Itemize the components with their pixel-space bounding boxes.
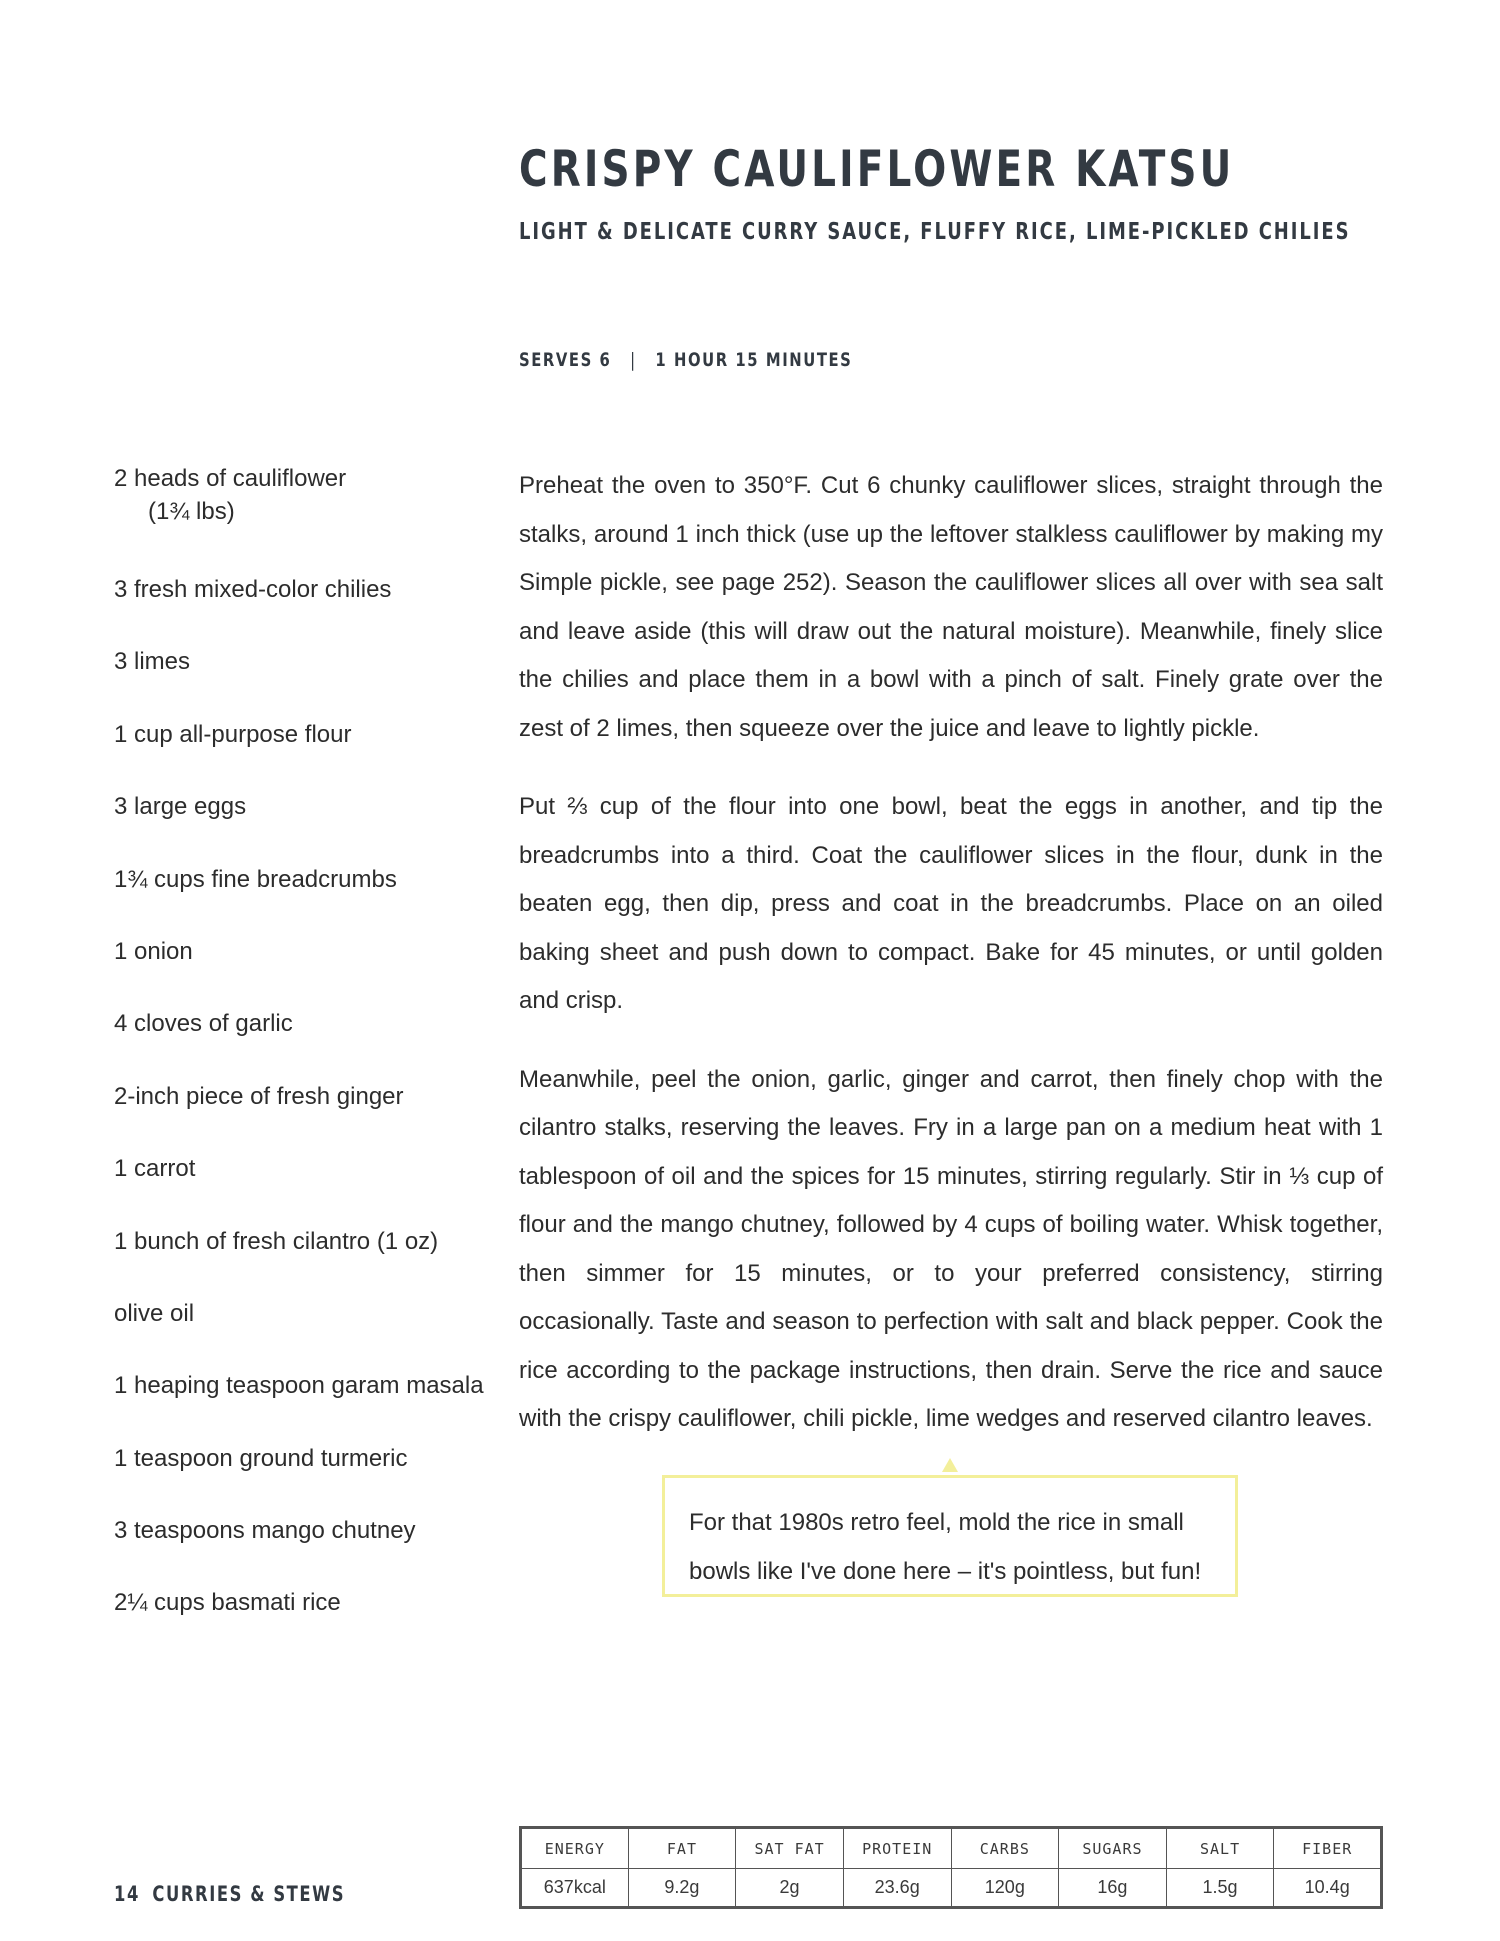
- ingredient-text: 2 heads of cauliflower: [114, 465, 347, 492]
- nutrition-header: SAT FAT: [736, 1828, 844, 1869]
- ingredient-text: 1 bunch of fresh cilantro (1 oz): [114, 1227, 439, 1255]
- ingredient-quantity-note: (1¾ lbs): [148, 498, 235, 525]
- ingredient-item: [114, 462, 494, 573]
- meta-separator: |: [630, 349, 637, 371]
- ingredients-list: [114, 462, 494, 1659]
- ingredient-item: [114, 573, 494, 645]
- recipe-title: CRISPY CAULIFLOWER KATSU: [519, 140, 1235, 198]
- nutrition-header: FIBER: [1274, 1828, 1382, 1869]
- ingredient-item: [114, 790, 494, 862]
- ingredient-text: 1 onion: [114, 937, 193, 965]
- ingredient-text: olive oil: [114, 1299, 195, 1327]
- ingredient-text: 2-inch piece of fresh ginger: [114, 1082, 404, 1110]
- serves-label: SERVES 6: [519, 349, 612, 371]
- time-label: 1 HOUR 15 MINUTES: [655, 349, 853, 371]
- ingredient-text: 3 teaspoons mango chutney: [114, 1517, 416, 1545]
- nutrition-header: ENERGY: [521, 1828, 629, 1869]
- ingredient-text: 4 cloves of garlic: [114, 1010, 293, 1038]
- ingredient-item: [114, 863, 494, 935]
- ingredient-text: 1 heaping teaspoon garam masala: [114, 1372, 484, 1400]
- method-step-1: Preheat the oven to 350°F. Cut 6 chunky cauliflower slices, straight through the stalks, around 1 inch thick (use up the leftover stalkless cauliflower by making my Simple pickle, see page 252). Season the cauliflower slices all over with sea salt and leave aside (this will draw out the natural moisture). Meanwhile, finely slice the chilies and place them in a bowl with a pinch of salt. Finely grate over the zest of 2 limes, then squeeze over the juice and leave to lightly pickle.: [519, 472, 1383, 742]
- recipe-subtitle: LIGHT & DELICATE CURRY SAUCE, FLUFFY RICE, LIME-PICKLED CHILIES: [519, 219, 1351, 245]
- ingredient-item: [114, 1080, 494, 1152]
- page-number: 14: [114, 1882, 140, 1906]
- nutrition-value: 16g: [1059, 1869, 1167, 1908]
- ingredient-text: 1 teaspoon ground turmeric: [114, 1444, 408, 1472]
- ingredient-item: [114, 1442, 494, 1514]
- tip-box: For that 1980s retro feel, mold the rice in small bowls like I've done here – it's pointless, but fun!: [662, 1475, 1238, 1597]
- section-name: CURRIES & STEWS: [152, 1882, 346, 1906]
- nutrition-value: 120g: [951, 1869, 1059, 1908]
- nutrition-value: 1.5g: [1166, 1869, 1274, 1908]
- ingredient-text: 2¼ cups basmati rice: [114, 1589, 341, 1617]
- nutrition-header: FAT: [628, 1828, 736, 1869]
- nutrition-header: SUGARS: [1059, 1828, 1167, 1869]
- nutrition-header: SALT: [1166, 1828, 1274, 1869]
- nutrition-table: [519, 1826, 1383, 1909]
- nutrition-header-row: [521, 1828, 1382, 1869]
- recipe-meta: [519, 349, 852, 371]
- method-step-2: Put ⅔ cup of the flour into one bowl, beat the eggs in another, and tip the breadcrumbs into a third. Coat the cauliflower slices in the flour, dunk in the beaten egg, then dip, press and coat in the breadcrumbs. Place on an oiled baking sheet and push down to compact. Bake for 45 minutes, or until golden and crisp.: [519, 793, 1383, 1014]
- ingredient-text: 3 large eggs: [114, 793, 247, 821]
- tip-marker-icon: [942, 1458, 958, 1472]
- ingredient-item: [114, 645, 494, 717]
- ingredient-item: [114, 1007, 494, 1079]
- method-section: [519, 462, 1383, 1474]
- nutrition-header: CARBS: [951, 1828, 1059, 1869]
- ingredient-text: 1 carrot: [114, 1155, 196, 1183]
- ingredient-text: 1 cup all-purpose flour: [114, 720, 352, 748]
- nutrition-value-row: [521, 1869, 1382, 1908]
- nutrition-value: 23.6g: [843, 1869, 951, 1908]
- nutrition-value: 2g: [736, 1869, 844, 1908]
- ingredient-item: [114, 1297, 494, 1369]
- ingredient-text: 3 limes: [114, 648, 191, 676]
- ingredient-item: [114, 1514, 494, 1586]
- page-footer: [114, 1882, 345, 1906]
- ingredient-item: [114, 935, 494, 1007]
- nutrition-value: 10.4g: [1274, 1869, 1382, 1908]
- nutrition-header: PROTEIN: [843, 1828, 951, 1869]
- method-step-3: Meanwhile, peel the onion, garlic, ginger and carrot, then finely chop with the cilantro stalks, reserving the leaves. Fry in a large pan on a medium heat with 1 tablespoon of oil and the spices for 15 minutes, stirring regularly. Stir in ⅓ cup of flour and the mango chutney, followed by 4 cups of boiling water. Whisk together, then simmer for 15 minutes, or to your preferred consistency, stirring occasionally. Taste and season to perfection with salt and black pepper. Cook the rice according to the package instructions, then drain. Serve the rice and sauce with the crispy cauliflower, chili pickle, lime wedges and reserved cilantro leaves.: [519, 1065, 1383, 1432]
- ingredient-item: [114, 718, 494, 790]
- ingredient-item: [114, 1225, 494, 1297]
- ingredient-item: [114, 1152, 494, 1224]
- ingredient-item: [114, 1586, 494, 1658]
- ingredient-text: 3 fresh mixed-color chilies: [114, 576, 392, 603]
- ingredient-item: [114, 1369, 494, 1441]
- nutrition-value: 9.2g: [628, 1869, 736, 1908]
- nutrition-value: 637kcal: [521, 1869, 629, 1908]
- ingredient-text: 1¾ cups fine breadcrumbs: [114, 865, 397, 893]
